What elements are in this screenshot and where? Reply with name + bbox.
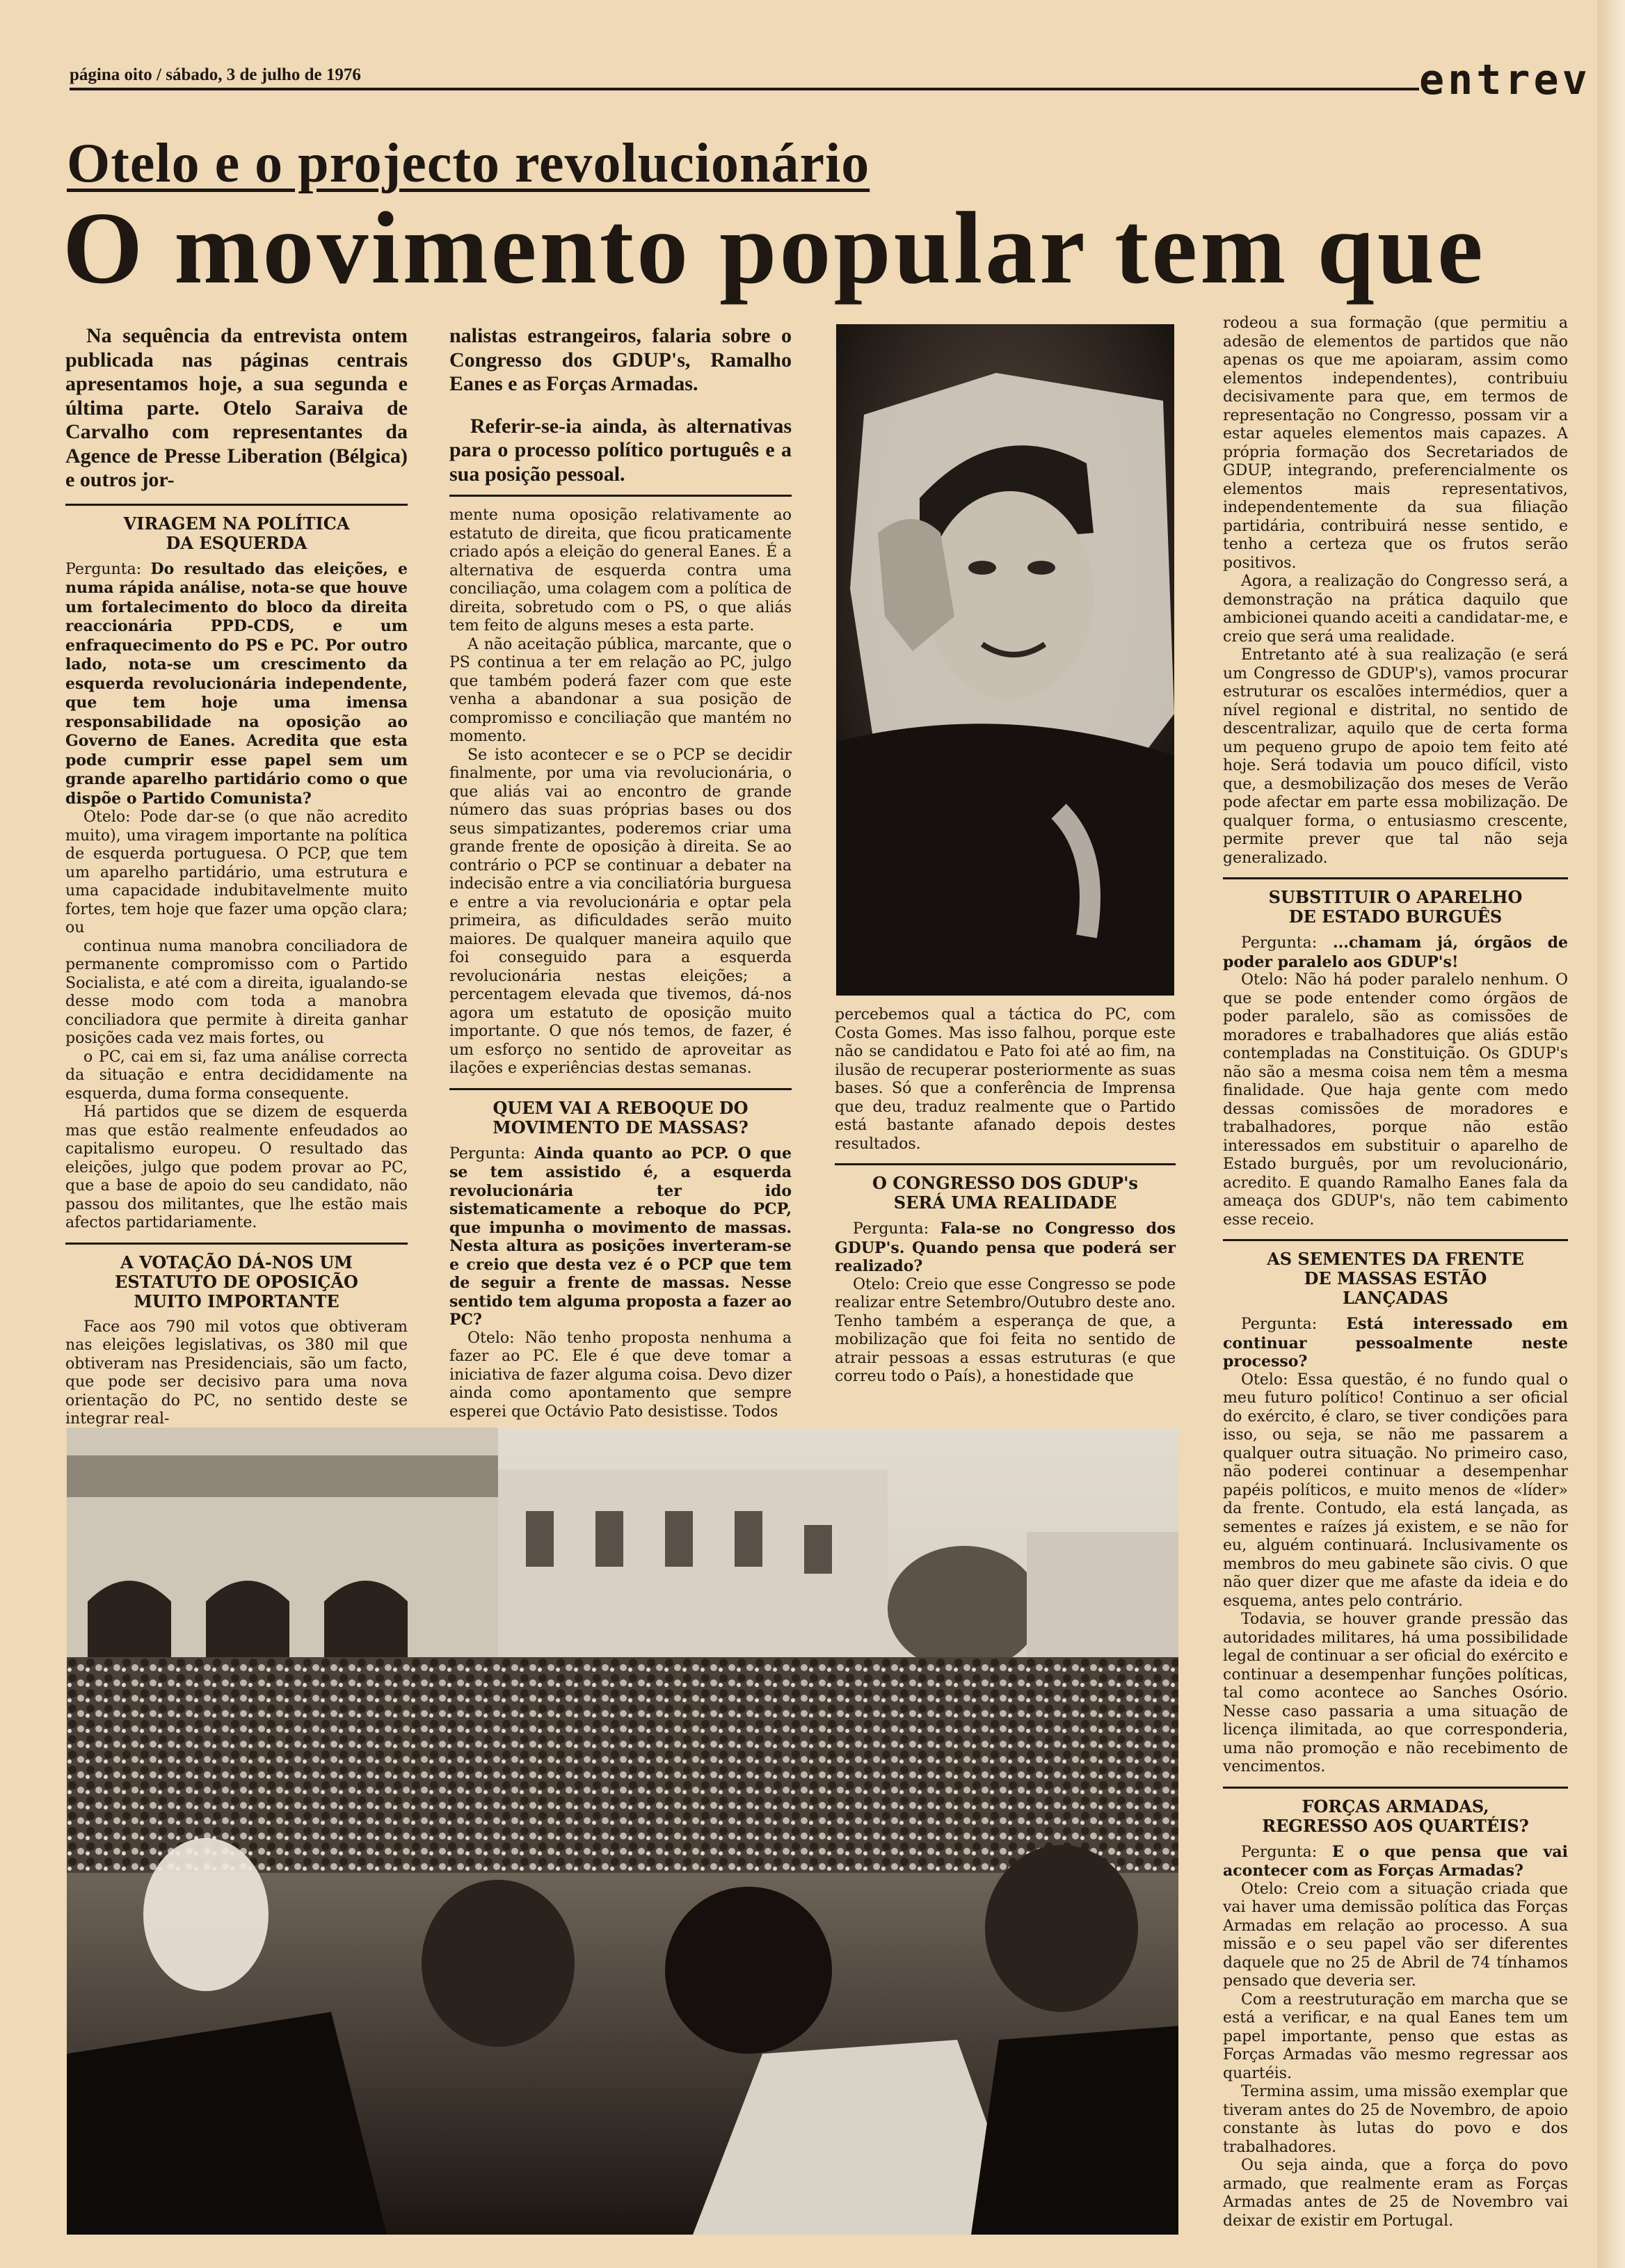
answer-paragraph: Ou seja ainda, que a força do povo armado, que realmente eram as Forças Armadas antes de 25 de Novembro vai deixar de existir em Portugal.	[1223, 2157, 1568, 2230]
column-divider	[449, 495, 792, 497]
portrait-photo	[836, 324, 1174, 996]
answer-paragraph: o PC, cai em si, faz uma análise correcta da situação e entra decididamente na esquerda, duma forma consequente.	[65, 1048, 408, 1103]
body-paragraph: Agora, a realização do Congresso será, a demonstração na prática daquilo que ambicionei quando aceiti a candidatar-me, e creio que será uma realidade.	[1223, 573, 1568, 646]
question-label: Pergunta:	[449, 1144, 526, 1163]
subheading-sementes: AS SEMENTES DA FRENTE DE MASSAS ESTÃO LANÇADAS	[1223, 1239, 1568, 1308]
subheading-votacao: A VOTAÇÃO DÁ-NOS UM ESTATUTO DE OPOSIÇÃO MUITO IMPORTANTE	[65, 1243, 408, 1311]
question-text: Está interessado em continuar pessoalmente neste processo?	[1223, 1315, 1568, 1371]
answer-paragraph: Otelo: Não há poder paralelo nenhum. O que se pode entender como órgãos de poder paralelo, são as comissões de moradores e trabalhadores que aliás estão contempladas na Constituição. Os GDUP's não são a mesma coisa nem têm a mesma finalidade. Que haja gente com medo dessas comissões de moradores e trabalhadores, porque não estão interessados em substituir o aparelho de Estado burguês, por um revolucionário, acredito. E quando Ramalho Eanes fala da ameaça dos GDUP's, não tem cabimento esse receio.	[1223, 971, 1568, 1229]
column-4	[1223, 314, 1568, 2230]
answer-paragraph: Otelo: Essa questão, é no fundo qual o meu futuro político! Continuo a ser oficial do exército, é claro, se tiver condições para isso, ou seja, se não me passarem a qualquer outra situação. No primeiro caso, não poderei continuar a desempenhar papéis políticos, e muito menos de «líder» da frente. Contudo, ela está lançada, as sementes e raízes já existem, e se não for eu, alguém continuará. Inclusivamente os membros do meu gabinete são civis. O que não quer dizer que me afaste da ideia e do esquema, antes pelo contrário.	[1223, 1371, 1568, 1610]
intro-paragraph: nalistas estrangeiros, falaria sobre o Congresso dos GDUP's, Ramalho Eanes e as Forças Armadas.	[449, 324, 792, 395]
question-text: Fala-se no Congresso dos GDUP's. Quando pensa que poderá ser realizado?	[835, 1220, 1176, 1275]
question-paragraph	[835, 1220, 1176, 1276]
intro-paragraph: Na sequência da entrevista ontem publicada nas páginas centrais apresentamos hoje, a sua segunda e última parte. Otelo Saraiva de Carvalho com representantes da Agence de Presse Liberation (Bélgica) e outros jor-	[65, 324, 408, 491]
question-label: Pergunta:	[853, 1220, 929, 1238]
crowd-photo-image	[67, 1428, 1178, 2235]
answer-paragraph: Todavia, se houver grande pressão das autoridades militares, há uma possibilidade legal de continuar a ser oficial do exército e continuar a desempenhar funções políticas, tal como acontece ao Sanches Osório. Nesse caso passaria a uma situação de licença ilimitada, ao que corresponderia, uma não promoção e não recebimento de vencimentos.	[1223, 1611, 1568, 1775]
body-paragraph: Se isto acontecer e se o PCP se decidir finalmente, por uma via revolucionária, o que aliás vai ao encontro de grande número das suas próprias bases ou dos seus simpatizantes, poderemos criar uma grande frente de oposição à direita. Se ao contrário o PCP se continuar a debater na indecisão entre a via conciliatória burguesa e entre a via revolucionária e optar pela primeira, as dificuldades serão muito maiores. De qualquer maneira aquilo que foi conseguido para a esquerda revolucionária nestas eleições; a percentagem elevada que tivemos, dá-nos agora um estatuto de oposição muito importante. O que nós temos, de fazer, é um esforço no sentido de aproveitar as ilações e experiências destas semanas.	[449, 746, 792, 1077]
question-paragraph	[65, 560, 408, 809]
body-paragraph: Entretanto até à sua realização (e será um Congresso de GDUP's), vamos procurar estruturar os escalões intermédios, quer a nível regional e distrital, no sentido de descentralizar, aquilo que de certa forma um pequeno grupo de apoio tem feito até hoje. Será todavia um pouco difícil, visto que, a desmobilização dos meses de Verão pode afectar em parte essa mobilização. De qualquer forma, o entusiasmo crescente, permite prever que tal não seja generalizado.	[1223, 646, 1568, 867]
body-paragraph: percebemos qual a táctica do PC, com Costa Gomes. Mas isso falhou, porque este não se candidatou e Pato foi até ao fim, na ilusão de recuperar posteriormente as suas bases. Só que a conferência de Imprensa que deu, traduz realmente que o Partido está bastante afanado depois destes resultados.	[835, 1006, 1176, 1153]
header-rule	[70, 88, 1419, 90]
page-header	[70, 56, 1625, 104]
answer-paragraph: Termina assim, uma missão exemplar que tiveram antes do 25 de Novembro, de apoio constante às lutas do povo e dos trabalhadores.	[1223, 2083, 1568, 2156]
portrait-photo-image	[836, 324, 1174, 996]
subheading-reboque: QUEM VAI A REBOQUE DO MOVIMENTO DE MASSAS?	[449, 1088, 792, 1137]
intro-lead-cont	[449, 324, 792, 486]
article-kicker: Otelo e o projecto revolucionário	[67, 133, 870, 194]
answer-paragraph: Com a reestruturação em marcha que se está a verificar, e na qual Eanes tem um papel importante, penso que estas as Forças Armadas vão mesmo regressar aos quartéis.	[1223, 1990, 1568, 2082]
subheading-forcas-armadas: FORÇAS ARMADAS, REGRESSO AOS QUARTÉIS?	[1223, 1787, 1568, 1836]
question-paragraph	[449, 1144, 792, 1329]
intro-paragraph: Referir-se-ia ainda, às alternativas para o processo político português e a sua posição pessoal.	[449, 414, 792, 486]
question-label: Pergunta:	[65, 560, 142, 578]
answer-paragraph: Otelo: Não tenho proposta nenhuma a fazer ao PC. Ele é que deve tomar a iniciativa de fazer alguma coisa. Devo dizer ainda como apontamento que sempre esperei que Octávio Pato desistisse. Todos	[449, 1329, 792, 1421]
crowd-photo	[67, 1428, 1178, 2235]
page-edge	[1597, 0, 1625, 2268]
question-label: Pergunta:	[1241, 1843, 1318, 1861]
answer-paragraph: Otelo: Pode dar-se (o que não acredito muito), uma viragem importante na política de esquerda portuguesa. O PCP, que tem um aparelho partidário, uma estrutura e uma capacidade indubitavelmente muito fortes, tem hoje que fazer uma opção clara; ou	[65, 808, 408, 936]
question-label: Pergunta:	[1241, 1316, 1318, 1333]
section-title: entrev	[1419, 56, 1591, 104]
question-text: Ainda quanto ao PCP. O que se tem assistido é, a esquerda revolucionária ter ido sistematicamente a reboque do PCP, que impunha o movimento de massas. Nesta altura as posições inverteram-se e creio que desta vez é o PCP que tem de seguir a frente de massas. Nesse sentido tem alguma proposta a fazer ao PC?	[449, 1144, 792, 1329]
subheading-viragem: VIRAGEM NA POLÍTICA DA ESQUERDA	[65, 504, 408, 553]
intro-lead	[65, 324, 408, 493]
column-2	[449, 324, 792, 1421]
answer-paragraph: Há partidos que se dizem de esquerda mas que estão realmente enfeudados ao capitalismo europeu. O resultado das eleições, julgo que podem provar ao PC, que a base de apoio do seu candidato, não passou dos militantes, que lhe estão mais afectos partidariamente.	[65, 1103, 408, 1231]
answer-paragraph: Otelo: Creio que esse Congresso se pode realizar entre Setembro/Outubro deste ano. Tenho também a esperança de que, a mobilização que foi feita no sentido de atrair pessoas a essas estruturas (e que correu todo o País), a honestidade que	[835, 1275, 1176, 1385]
question-paragraph	[1223, 934, 1568, 971]
question-label: Pergunta:	[1241, 934, 1318, 952]
subheading-congresso: O CONGRESSO DOS GDUP's SERÁ UMA REALIDADE	[835, 1163, 1176, 1213]
question-paragraph	[1223, 1843, 1568, 1880]
body-paragraph: mente numa oposição relativamente ao estatuto de direita, que ficou praticamente criado após a eleição do general Eanes. É a alternativa de esquerda contra uma conciliação, uma colagem com a política de direita, sobretudo com o PS, o que aliás tem feito de alguns meses a esta parte.	[449, 506, 792, 634]
date-line: página oito / sábado, 3 de julho de 1976	[70, 65, 361, 84]
subheading-aparelho: SUBSTITUIR O APARELHO DE ESTADO BURGUÊS	[1223, 877, 1568, 927]
body-paragraph: A não aceitação pública, marcante, que o PS continua a ter em relação ao PC, julgo que também poderá fazer com que este venha a abandonar a sua posição de compromisso e conciliação que mantém no momento.	[449, 635, 792, 745]
question-text: E o que pensa que vai acontecer com as Forças Armadas?	[1223, 1842, 1568, 1880]
answer-paragraph: continua numa manobra conciliadora de permanente compromisso com o Partido Socialista, e até com a direita, igualando-se desse modo com toda a manobra conciliadora que permite à direita ganhar posições cada vez mais fortes, ou	[65, 937, 408, 1047]
article-headline: O movimento popular tem que	[63, 191, 1486, 305]
question-text: Do resultado das eleições, e numa rápida análise, nota-se que houve um fortalecimento do bloco da direita reaccionária PPD-CDS, e um enfraquecimento do PS e PC. Por outro lado, nota-se um crescimento da esquerda revolucionária independente, que tem hoje uma imensa responsabilidade na oposição ao Governo de Eanes. Acredita que esta pode cumprir esse papel sem um grande aparelho partidário como o que dispõe o Partido Comunista?	[65, 559, 408, 808]
answer-paragraph: Face aos 790 mil votos que obtiveram nas eleições legislativas, os 380 mil que obtiveram nas Presidenciais, são um facto, que pode ser decisivo para uma nova orientação do PC, no sentido deste se integrar real-	[65, 1318, 408, 1428]
answer-paragraph: Otelo: Creio com a situação criada que vai haver uma demissão política das Forças Armadas em relação ao processo. A sua missão e o seu papel vão ser diferentes daquele que no 25 de Abril de 74 tínhamos pensado que deveria ser.	[1223, 1880, 1568, 1990]
question-paragraph	[1223, 1315, 1568, 1371]
body-paragraph: rodeou a sua formação (que permitiu a adesão de elementos de partidos que não apenas os que me apoiaram, assim como elementos independentes), contribuiu decisivamente para que, em termos de representação no Congresso, possam vir a estar aqueles elementos mais capazes. A própria formação dos Secretariados de GDUP, integrando, preferencialmente os elementos mais representativos, independentemente da sua filiação partidária, contribuirá nesse sentido, e tenho a certeza que os frutos serão positivos.	[1223, 314, 1568, 572]
column-3	[835, 1006, 1176, 1387]
column-1	[65, 324, 408, 1429]
question-text: ...chamam já, órgãos de poder paralelo aos GDUP's!	[1223, 934, 1568, 971]
